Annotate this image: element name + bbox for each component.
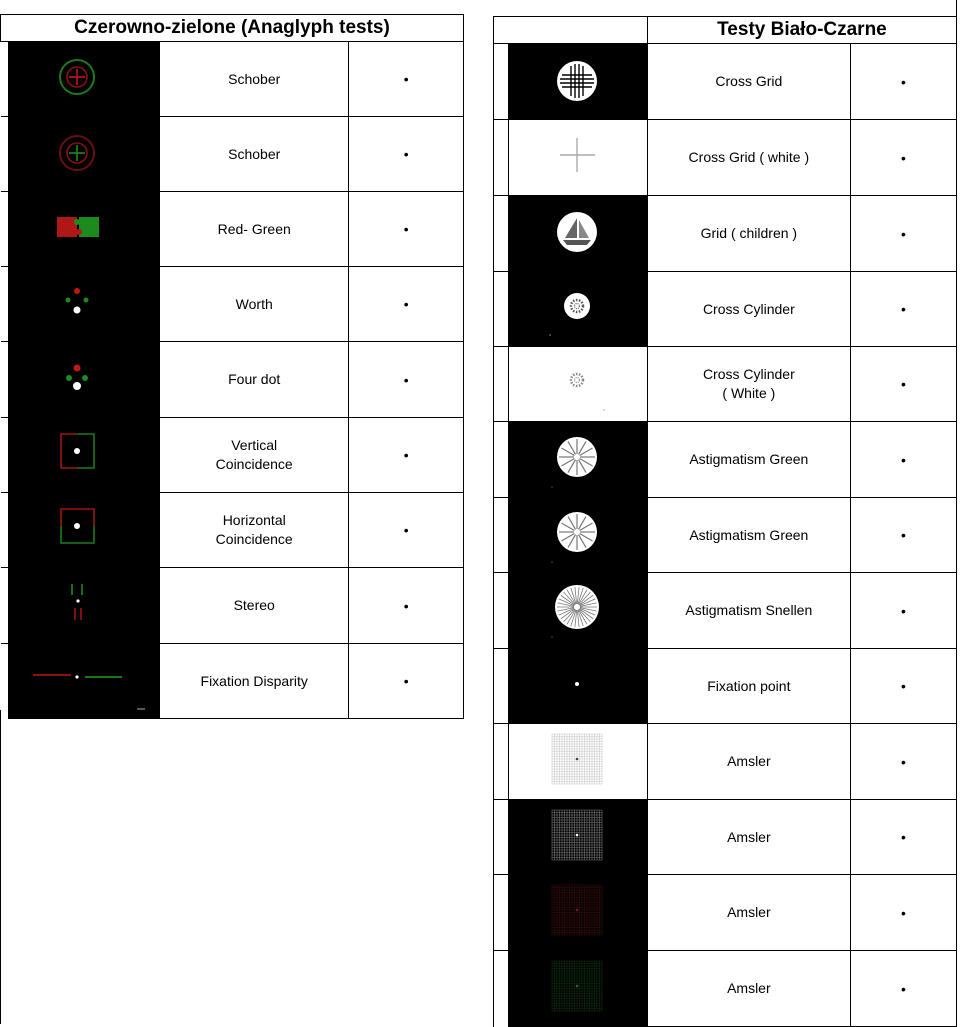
table-row xyxy=(1,117,464,192)
cross-cylinder-white-icon xyxy=(508,347,647,422)
check-mark: • xyxy=(850,120,956,196)
table-row xyxy=(1,192,464,267)
table-row xyxy=(494,875,957,951)
check-mark: • xyxy=(349,267,464,342)
amsler-green-icon xyxy=(508,951,647,1027)
test-name: Four dot xyxy=(159,342,349,418)
table-row xyxy=(494,800,957,875)
horizontal-coincidence-icon xyxy=(8,493,159,568)
cross-cylinder-icon xyxy=(508,272,647,347)
check-mark: • xyxy=(850,347,956,422)
table-row xyxy=(494,498,957,573)
astigmatism-green-icon xyxy=(508,422,647,498)
anaglyph-tests-table xyxy=(0,14,464,719)
check-mark: • xyxy=(349,192,464,267)
test-name: Amsler xyxy=(647,875,850,951)
test-name: Cross Cylinder xyxy=(647,272,850,347)
check-mark: • xyxy=(850,875,956,951)
table-row xyxy=(494,347,957,422)
check-mark: • xyxy=(850,422,956,498)
four-dot-icon xyxy=(8,342,159,418)
check-mark: • xyxy=(349,42,464,117)
table-row xyxy=(494,573,957,649)
check-mark: • xyxy=(850,44,956,120)
test-name: Amsler xyxy=(647,951,850,1027)
astigmatism-snellen-icon xyxy=(508,573,647,649)
red-green-squares-icon xyxy=(8,192,159,267)
table-row xyxy=(494,724,957,800)
anaglyph-tests-title: Czerowno-zielone (Anaglyph tests) xyxy=(1,15,464,42)
amsler-red-icon xyxy=(508,875,647,951)
test-name: Grid ( children ) xyxy=(647,196,850,272)
check-mark: • xyxy=(349,342,464,418)
cross-grid-icon xyxy=(508,44,647,120)
test-name: Cross Grid ( white ) xyxy=(647,120,850,196)
table-row xyxy=(494,422,957,498)
check-mark: • xyxy=(850,573,956,649)
test-name: Vertical Coincidence xyxy=(159,418,349,493)
table-row xyxy=(1,42,464,117)
check-mark: • xyxy=(850,951,956,1027)
test-name: Fixation Disparity xyxy=(159,644,349,719)
fixation-point-icon xyxy=(508,649,647,724)
black-white-tests-table xyxy=(493,16,957,1027)
check-mark: • xyxy=(349,644,464,719)
table-row xyxy=(1,418,464,493)
astigmatism-green-icon xyxy=(508,498,647,573)
test-name: Amsler xyxy=(647,724,850,800)
fixation-disparity-icon xyxy=(8,644,159,719)
check-mark: • xyxy=(850,272,956,347)
check-mark: • xyxy=(349,117,464,192)
amsler-black-icon xyxy=(508,800,647,875)
test-name: Schober xyxy=(159,42,349,117)
test-name: Amsler xyxy=(647,800,850,875)
test-name: Worth xyxy=(159,267,349,342)
test-name: Red- Green xyxy=(159,192,349,267)
check-mark: • xyxy=(349,568,464,644)
test-name: Schober xyxy=(159,117,349,192)
check-mark: • xyxy=(349,418,464,493)
check-mark: • xyxy=(850,196,956,272)
check-mark: • xyxy=(850,498,956,573)
table-row xyxy=(494,196,957,272)
test-name: Horizontal Coincidence xyxy=(159,493,349,568)
check-mark: • xyxy=(349,493,464,568)
vertical-coincidence-icon xyxy=(8,418,159,493)
table-row xyxy=(1,568,464,644)
table-row xyxy=(494,951,957,1027)
cross-grid-white-icon xyxy=(508,120,647,196)
table-row xyxy=(494,649,957,724)
schober-red-cross-icon xyxy=(8,42,159,117)
amsler-white-icon xyxy=(508,724,647,800)
test-name: Astigmatism Green xyxy=(647,498,850,573)
worth-dots-icon xyxy=(8,267,159,342)
table-row xyxy=(494,120,957,196)
page-frame-right-left xyxy=(493,1012,494,1024)
check-mark: • xyxy=(850,724,956,800)
test-name: Fixation point xyxy=(647,649,850,724)
check-mark: • xyxy=(850,800,956,875)
stereo-icon xyxy=(8,568,159,644)
table-row xyxy=(494,272,957,347)
table-row xyxy=(1,267,464,342)
test-name: Stereo xyxy=(159,568,349,644)
table-row xyxy=(1,493,464,568)
test-name: Cross Grid xyxy=(647,44,850,120)
grid-children-boat-icon xyxy=(508,196,647,272)
table-row xyxy=(1,644,464,719)
page-frame-right-top xyxy=(956,0,957,16)
black-white-tests-title: Testy Biało-Czarne xyxy=(647,17,956,44)
test-name: Astigmatism Green xyxy=(647,422,850,498)
page-frame-left xyxy=(0,710,1,1024)
table-row xyxy=(494,44,957,120)
check-mark: • xyxy=(850,649,956,724)
schober-green-cross-icon xyxy=(8,117,159,192)
table-row xyxy=(1,342,464,418)
test-name: Astigmatism Snellen xyxy=(647,573,850,649)
test-name: Cross Cylinder ( White ) xyxy=(647,347,850,422)
